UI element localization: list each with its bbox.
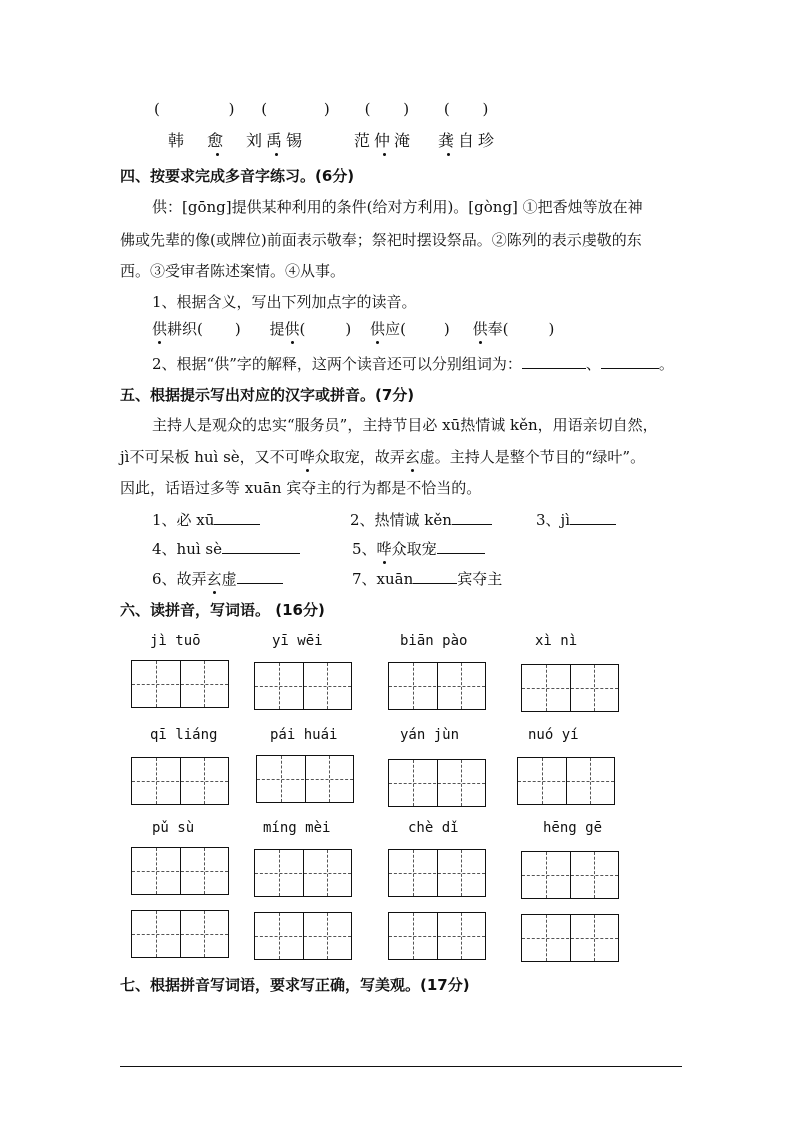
passage-line-2: jì不可呆板 huì sè，又不可哗众取宠，故弄玄虚。主持人是整个节目的“绿叶”。 xyxy=(120,448,646,466)
pinyin-label: xì nì xyxy=(535,633,578,649)
pinyin-label: míng mèi xyxy=(263,820,331,836)
author-name-2: 刘禹锡 xyxy=(246,128,306,151)
section-4-heading: 四、按要求完成多音字练习。(6分) xyxy=(120,167,355,185)
dotted-char: 禹 xyxy=(266,128,286,151)
answer-blank[interactable] xyxy=(570,510,616,525)
answer-item-1: 1、必 xū xyxy=(152,509,260,530)
pinyin-label: biān pào xyxy=(400,633,468,649)
writing-grid[interactable] xyxy=(521,914,619,962)
answer-blank[interactable] xyxy=(214,510,260,525)
paren-close-2: ) xyxy=(323,100,330,118)
writing-grid[interactable] xyxy=(131,660,229,708)
paren-open-2: ( xyxy=(261,100,268,118)
pinyin-label: yī wēi xyxy=(272,633,323,649)
section-5-heading: 五、根据提示写出对应的汉字或拼音。(7分) xyxy=(120,386,415,404)
dotted-char: 愈 xyxy=(207,128,227,151)
writing-grid[interactable] xyxy=(131,910,229,958)
definition-line-2: 佛或先辈的像(或牌位)前面表示敬奉；祭祀时摆设祭品。②陈列的表示虔敬的东 xyxy=(120,231,642,249)
paren-open-3: ( xyxy=(364,100,371,118)
answer-item-7: 7、xuān 宾夺主 xyxy=(352,570,503,588)
answer-blank[interactable] xyxy=(222,539,300,554)
paren-close-1: ) xyxy=(228,100,235,118)
writing-grid[interactable] xyxy=(517,757,615,805)
writing-grid[interactable] xyxy=(388,849,486,897)
writing-grid[interactable] xyxy=(254,662,352,710)
answer-blank[interactable] xyxy=(413,569,457,584)
writing-grid[interactable] xyxy=(521,664,619,712)
definition-line-1: 供：[gōng]提供某种利用的条件(给对方利用)。[gòng] ①把香烛等放在神 xyxy=(152,198,643,216)
pinyin-label: pǔ sù xyxy=(152,820,195,836)
answer-blank-2[interactable] xyxy=(601,354,659,369)
writing-grid[interactable] xyxy=(256,755,354,803)
writing-grid[interactable] xyxy=(521,851,619,899)
pron-item-2: 提供( ) xyxy=(269,320,352,338)
author-name-1: 韩 愈 xyxy=(168,128,227,151)
dotted-char: 仲 xyxy=(374,128,394,151)
pron-item-3: 供应( ) xyxy=(370,320,450,338)
pinyin-label: qī liáng xyxy=(150,727,218,743)
answer-blank[interactable] xyxy=(237,569,283,584)
answer-item-4: 4、huì sè xyxy=(152,538,300,559)
answer-blank[interactable] xyxy=(437,539,485,554)
paren-close-3: ) xyxy=(403,100,410,118)
paren-row xyxy=(154,100,488,118)
passage-line-3: 因此，话语过多等 xuān 宾夺主的行为都是不恰当的。 xyxy=(120,479,482,497)
answer-item-5: 5、哗众取宠 xyxy=(352,538,485,559)
pinyin-label: yán jùn xyxy=(400,727,460,743)
section-6-heading: 六、读拼音，写词语。 (16分) xyxy=(120,601,325,619)
question-4-2: 2、根据“供”字的解释，这两个读音还可以分别组词为： 、 。 xyxy=(152,355,674,373)
pinyin-label: jì tuō xyxy=(150,633,201,649)
author-name-4: 龚自珍 xyxy=(438,128,498,151)
section-7-heading: 七、根据拼音写词语，要求写正确，写美观。(17分) xyxy=(120,976,470,994)
writing-grid[interactable] xyxy=(388,759,486,807)
writing-grid[interactable] xyxy=(131,757,229,805)
writing-grid[interactable] xyxy=(254,912,352,960)
pinyin-label: hēng gē xyxy=(543,820,603,836)
paren-close-4: ) xyxy=(482,100,489,118)
pinyin-label: chè dǐ xyxy=(408,820,459,836)
answer-item-2: 2、热情诚 kěn xyxy=(350,509,492,530)
question-4-1: 1、根据含义，写出下列加点字的读音。 xyxy=(152,293,417,311)
paren-open-4: ( xyxy=(443,100,450,118)
answer-blank[interactable] xyxy=(452,510,492,525)
pinyin-label: nuó yí xyxy=(528,727,579,743)
writing-grid[interactable] xyxy=(388,662,486,710)
pronunciation-row xyxy=(152,318,554,339)
answer-item-6: 6、故弄玄虚 xyxy=(152,568,283,589)
writing-grid[interactable] xyxy=(388,912,486,960)
answer-blank-1[interactable] xyxy=(522,354,586,369)
author-name-3: 范仲淹 xyxy=(354,128,414,151)
pinyin-label: pái huái xyxy=(270,727,338,743)
dotted-char: 龚 xyxy=(438,128,458,151)
writing-grid[interactable] xyxy=(254,849,352,897)
answer-item-3: 3、jì xyxy=(536,509,616,530)
paren-open-1: ( xyxy=(154,100,160,118)
definition-line-3: 西。③受审者陈述案情。④从事。 xyxy=(120,262,346,280)
pron-item-1: 供耕织( ) xyxy=(152,320,241,338)
writing-grid[interactable] xyxy=(131,847,229,895)
passage-line-1: 主持人是观众的忠实“服务员”，主持节目必 xū热情诚 kěn，用语亲切自然， xyxy=(152,416,658,434)
pron-item-4: 供奉( ) xyxy=(472,320,555,338)
footer-rule xyxy=(120,1066,682,1067)
